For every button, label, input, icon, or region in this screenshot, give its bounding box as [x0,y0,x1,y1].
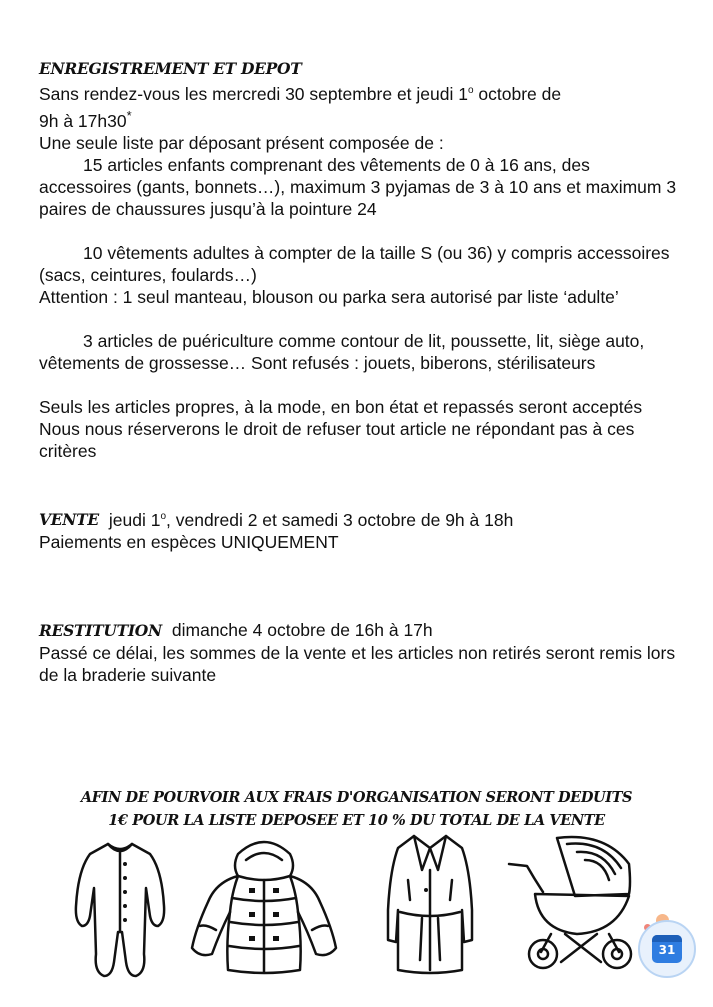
calendar-icon [652,935,682,963]
stroller-icon [505,834,637,976]
restitution-note: Passé ce délai, les sommes de la vente et les articles non retirés seront remis lors de la braderie suivante [39,643,676,686]
calendar-widget-button[interactable] [638,920,696,978]
puffer-jacket-icon [186,832,342,977]
registration-line-3: Une seule liste par déposant présent composée de : [39,132,444,153]
kids-articles-paragraph: 15 articles enfants comprenant des vêtements de 0 à 16 ans, des accessoires (gants, bonnets…), maximum 3 pyjamas de 3 à 10 ans et maximum 3 paires de chaussures jusqu’à la pointure 24 [39,154,677,219]
document-body [39,58,679,686]
sale-heading: VENTE [39,510,99,530]
refuse-paragraph: Nous nous réserverons le droit de refuser tout article ne répondant pas à ces critères [39,418,635,461]
registration-line-1: Sans rendez-vous les mercredi 30 septembre et jeudi 1$^o$ octobre de [39,83,562,104]
fees-notice-line-1: AFIN DE POURVOIR AUX FRAIS D'ORGANISATION SERONT DEDUITS [80,789,633,806]
payment-line: Paiements en espèces UNIQUEMENT [39,532,339,553]
sale-line: VENTE jeudi 1$^o$, vendredi 2 et samedi 3 octobre de 9h à 18h [39,509,514,530]
fees-notice-line-2: 1€ POUR LA LISTE DEPOSEE ET 10 % DU TOTAL DE LA VENTE [108,812,605,829]
attention-paragraph: Attention : 1 seul manteau, blouson ou parka sera autorisé par liste ‘adulte’ [39,286,619,307]
coat-icon [384,830,476,978]
restitution-line: RESTITUTION dimanche 4 octobre de 16h à 17h [39,620,433,641]
childcare-paragraph: 3 articles de puériculture comme contour de lit, poussette, lit, siège auto, vêtements de grossesse… Sont refusés : jouets, biberons, stérilisateurs [39,330,645,373]
baby-onesie-icon [70,836,170,981]
clean-articles-paragraph: Seuls les articles propres, à la mode, en bon état et repassés seront acceptés [39,396,643,417]
registration-heading: ENREGISTREMENT ET DEPOT [39,59,302,78]
calendar-day-label: 31 [658,943,676,957]
restitution-heading: RESTITUTION [39,621,162,641]
adult-articles-paragraph: 10 vêtements adultes à compter de la taille S (ou 36) y compris accessoires (sacs, ceintures, foulards…) [39,242,670,285]
registration-line-2: 9h à 17h30* [39,107,132,131]
